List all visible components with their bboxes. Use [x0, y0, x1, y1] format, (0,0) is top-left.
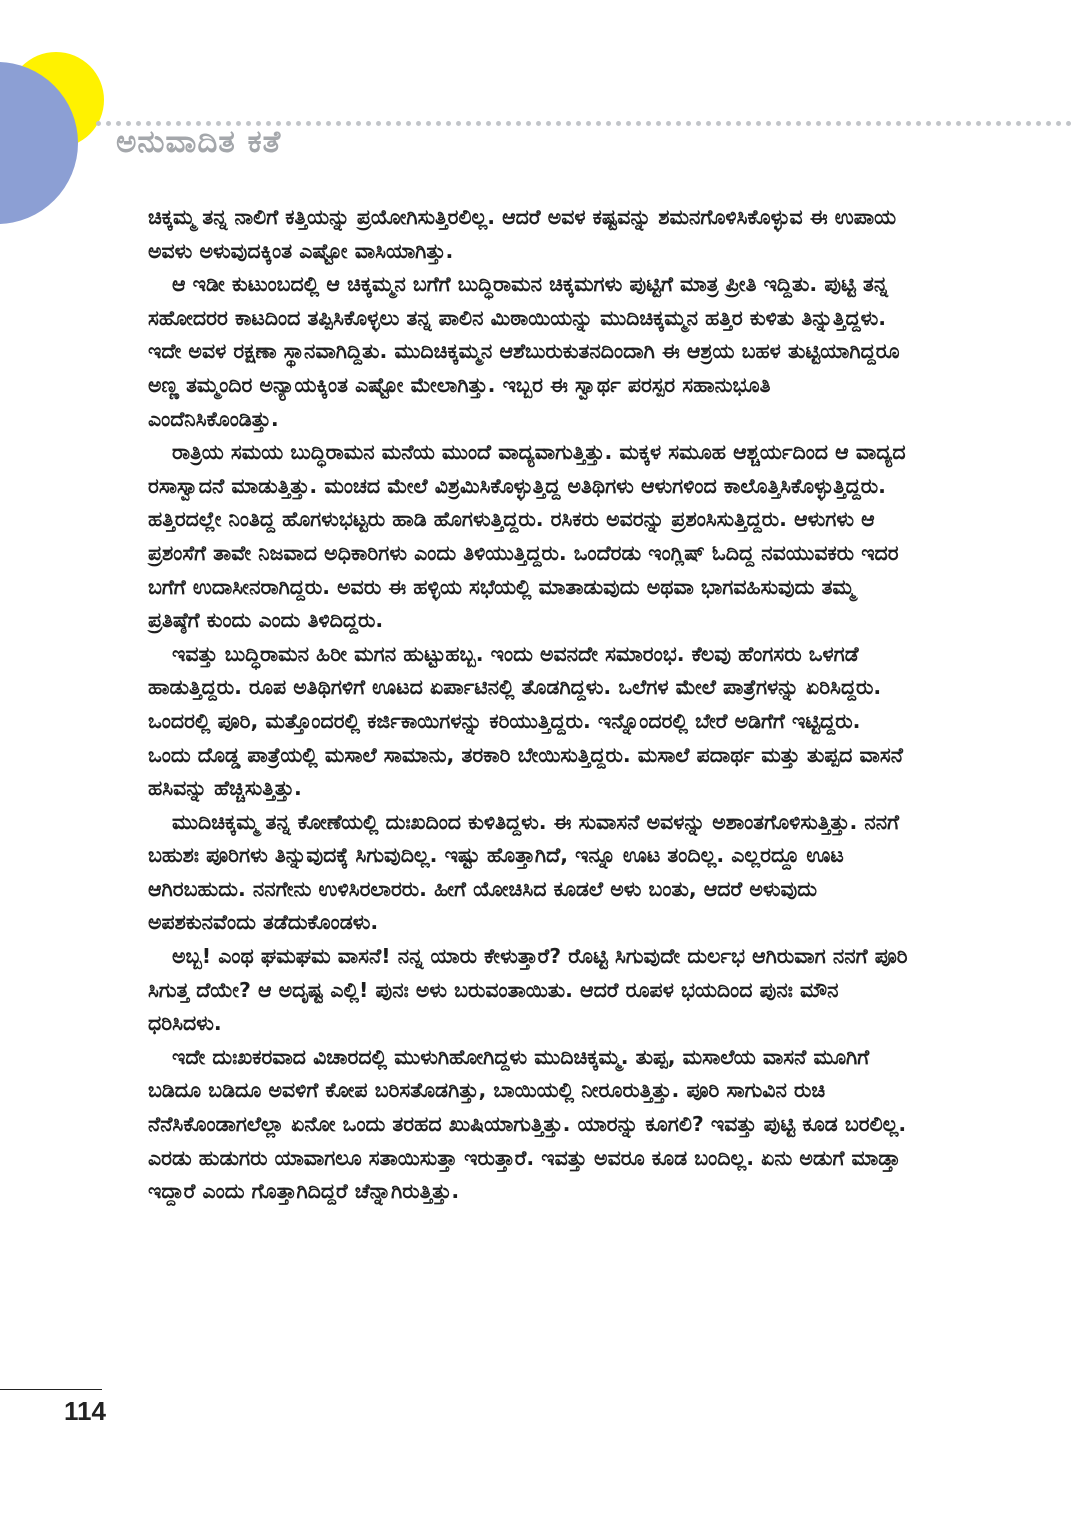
- page-number: 114: [64, 1396, 106, 1426]
- paragraph: ಆ ಇಡೀ ಕುಟುಂಬದಲ್ಲಿ ಆ ಚಿಕ್ಕಮ್ಮನ ಬಗೆಗೆ ಬುದ್ಧಿರಾಮನ ಚಿಕ್ಕಮಗಳು ಪುಟ್ಟಿಗೆ ಮಾತ್ರ ಪ್ರೀತಿ ಇದ್ದಿತು. ಪುಟ್ಟಿ ತನ್ನ ಸಹೋದರರ ಕಾಟದಿಂದ ತಪ್ಪಿಸಿಕೊಳ್ಳಲು ತನ್ನ ಪಾಲಿನ ಮಿಠಾಯಿಯನ್ನು ಮುದಿಚಿಕ್ಕಮ್ಮನ ಹತ್ತಿರ ಕುಳಿತು ತಿನ್ನುತ್ತಿದ್ದಳು. ಇದೇ ಅವಳ ರಕ್ಷಣಾ ಸ್ಥಾನವಾಗಿದ್ದಿತು. ಮುದಿಚಿಕ್ಕಮ್ಮನ ಆಶೆಬುರುಕುತನದಿಂದಾಗಿ ಈ ಆಶ್ರಯ ಬಹಳ ತುಟ್ಟಿಯಾಗಿದ್ದರೂ ಅಣ್ಣ ತಮ್ಮಂದಿರ ಅನ್ಯಾಯಕ್ಕಿಂತ ಎಷ್ಟೋ ಮೇಲಾಗಿತ್ತು. ಇಬ್ಬರ ಈ ಸ್ವಾರ್ಥ ಪರಸ್ಪರ ಸಹಾನುಭೂತಿ ಎಂದೆನಿಸಿಕೊಂಡಿತ್ತು.: [148, 272, 900, 431]
- paragraph: ಮುದಿಚಿಕ್ಕಮ್ಮ ತನ್ನ ಕೋಣೆಯಲ್ಲಿ ದುಃಖದಿಂದ ಕುಳಿತಿದ್ದಳು. ಈ ಸುವಾಸನೆ ಅವಳನ್ನು ಅಶಾಂತಗೊಳಿಸುತ್ತಿತ್ತು. ನನಗೆ ಬಹುಶಃ ಪೂರಿಗಳು ತಿನ್ನುವುದಕ್ಕೆ ಸಿಗುವುದಿಲ್ಲ. ಇಷ್ಟು ಹೊತ್ತಾಗಿದೆ, ಇನ್ನೂ ಊಟ ತಂದಿಲ್ಲ. ಎಲ್ಲರದ್ದೂ ಊಟ ಆಗಿರಬಹುದು. ನನಗೇನು ಉಳಿಸಿರಲಾರರು. ಹೀಗೆ ಯೋಚಿಸಿದ ಕೂಡಲೆ ಅಳು ಬಂತು, ಆದರೆ ಅಳುವುದು ಅಪಶಕುನವೆಂದು ತಡೆದುಕೊಂಡಳು.: [148, 809, 900, 935]
- paragraph: ಇದೇ ದುಃಖಕರವಾದ ವಿಚಾರದಲ್ಲಿ ಮುಳುಗಿಹೋಗಿದ್ದಳು ಮುದಿಚಿಕ್ಕಮ್ಮ. ತುಪ್ಪ, ಮಸಾಲೆಯ ವಾಸನೆ ಮೂಗಿಗೆ ಬಡಿದೂ ಬಡಿದೂ ಅವಳಿಗೆ ಕೋಪ ಬರಿಸತೊಡಗಿತ್ತು, ಬಾಯಿಯಲ್ಲಿ ನೀರೂರುತ್ತಿತ್ತು. ಪೂರಿ ಸಾಗುವಿನ ರುಚಿ ನೆನೆಸಿಕೊಂಡಾಗಲೆಲ್ಲಾ ಏನೋ ಒಂದು ತರಹದ ಖುಷಿಯಾಗುತ್ತಿತ್ತು. ಯಾರನ್ನು ಕೂಗಲಿ? ಇವತ್ತು ಪುಟ್ಟಿ ಕೂಡ ಬರಲಿಲ್ಲ. ಎರಡು ಹುಡುಗರು ಯಾವಾಗಲೂ ಸತಾಯಿಸುತ್ತಾ ಇರುತ್ತಾರೆ. ಇವತ್ತು ಅವರೂ ಕೂಡ ಬಂದಿಲ್ಲ. ಏನು ಅಡುಗೆ ಮಾಡ್ತಾ ಇದ್ದಾರೆ ಎಂದು ಗೊತ್ತಾಗಿದಿದ್ದರೆ ಚೆನ್ನಾಗಿರುತ್ತಿತ್ತು.: [148, 1044, 907, 1204]
- section-title: ಅನುವಾದಿತ ಕತೆ: [116, 124, 282, 160]
- story-body: [148, 201, 908, 1209]
- paragraph: ಚಿಕ್ಕಮ್ಮ ತನ್ನ ನಾಲಿಗೆ ಕತ್ತಿಯನ್ನು ಪ್ರಯೋಗಿಸುತ್ತಿರಲಿಲ್ಲ. ಆದರೆ ಅವಳ ಕಷ್ಟವನ್ನು ಶಮನಗೊಳಿಸಿಕೊಳ್ಳುವ ಈ ಉಪಾಯ ಅವಳು ಅಳುವುದಕ್ಕಿಂತ ಎಷ್ಟೋ ವಾಸಿಯಾಗಿತ್ತು.: [148, 205, 897, 263]
- footer-rule: [0, 1389, 102, 1390]
- paragraph: ರಾತ್ರಿಯ ಸಮಯ ಬುದ್ಧಿರಾಮನ ಮನೆಯ ಮುಂದೆ ವಾದ್ಯವಾಗುತ್ತಿತ್ತು. ಮಕ್ಕಳ ಸಮೂಹ ಆಶ್ಚರ್ಯದಿಂದ ಆ ವಾದ್ಯದ ರಸಾಸ್ವಾದನೆ ಮಾಡುತ್ತಿತ್ತು. ಮಂಚದ ಮೇಲೆ ವಿಶ್ರಮಿಸಿಕೊಳ್ಳುತ್ತಿದ್ದ ಅತಿಥಿಗಳು ಆಳುಗಳಿಂದ ಕಾಲೊತ್ತಿಸಿಕೊಳ್ಳುತ್ತಿದ್ದರು. ಹತ್ತಿರದಲ್ಲೇ ನಿಂತಿದ್ದ ಹೊಗಳುಭಟ್ಟರು ಹಾಡಿ ಹೊಗಳುತ್ತಿದ್ದರು. ರಸಿಕರು ಅವರನ್ನು ಪ್ರಶಂಸಿಸುತ್ತಿದ್ದರು. ಆಳುಗಳು ಆ ಪ್ರಶಂಸೆಗೆ ತಾವೇ ನಿಜವಾದ ಅಧಿಕಾರಿಗಳು ಎಂದು ತಿಳಿಯುತ್ತಿದ್ದರು. ಒಂದೆರಡು ಇಂಗ್ಲಿಷ್ ಓದಿದ್ದ ನವಯುವಕರು ಇದರ ಬಗೆಗೆ ಉದಾಸೀನರಾಗಿದ್ದರು. ಅವರು ಈ ಹಳ್ಳಿಯ ಸಭೆಯಲ್ಲಿ ಮಾತಾಡುವುದು ಅಥವಾ ಭಾಗವಹಿಸುವುದು ತಮ್ಮ ಪ್ರತಿಷ್ಠೆಗೆ ಕುಂದು ಎಂದು ತಿಳಿದಿದ್ದರು.: [148, 440, 906, 633]
- paragraph: ಇವತ್ತು ಬುದ್ಧಿರಾಮನ ಹಿರೀ ಮಗನ ಹುಟ್ಟುಹಬ್ಬ. ಇಂದು ಅವನದೇ ಸಮಾರಂಭ. ಕೆಲವು ಹೆಂಗಸರು ಒಳಗಡೆ ಹಾಡುತ್ತಿದ್ದರು. ರೂಪ ಅತಿಥಿಗಳಿಗೆ ಊಟದ ಏರ್ಪಾಟಿನಲ್ಲಿ ತೊಡಗಿದ್ದಳು. ಒಲೆಗಳ ಮೇಲೆ ಪಾತ್ರೆಗಳನ್ನು ಏರಿಸಿದ್ದರು. ಒಂದರಲ್ಲಿ ಪೂರಿ, ಮತ್ತೊಂದರಲ್ಲಿ ಕರ್ಜಿಕಾಯಿಗಳನ್ನು ಕರಿಯುತ್ತಿದ್ದರು. ಇನ್ನೊಂದರಲ್ಲಿ ಬೇರೆ ಅಡಿಗೆಗೆ ಇಟ್ಟಿದ್ದರು. ಒಂದು ದೊಡ್ಡ ಪಾತ್ರೆಯಲ್ಲಿ ಮಸಾಲೆ ಸಾಮಾನು, ತರಕಾರಿ ಬೇಯಿಸುತ್ತಿದ್ದರು. ಮಸಾಲೆ ಪದಾರ್ಥ ಮತ್ತು ತುಪ್ಪದ ವಾಸನೆ ಹಸಿವನ್ನು ಹೆಚ್ಚಿಸುತ್ತಿತ್ತು.: [148, 641, 903, 801]
- paragraph: ಅಬ್ಬ! ಎಂಥ ಘಮಘಮ ವಾಸನೆ! ನನ್ನ ಯಾರು ಕೇಳುತ್ತಾರೆ? ರೊಟ್ಟಿ ಸಿಗುವುದೇ ದುರ್ಲಭ ಆಗಿರುವಾಗ ನನಗೆ ಪೂರಿ ಸಿಗುತ್ತ ದೆಯೇ? ಆ ಅದೃಷ್ಟ ಎಲ್ಲಿ! ಪುನಃ ಅಳು ಬರುವಂತಾಯಿತು. ಆದರೆ ರೂಪಳ ಭಯದಿಂದ ಪುನಃ ಮೌನ ಧರಿಸಿದಳು.: [148, 944, 908, 1036]
